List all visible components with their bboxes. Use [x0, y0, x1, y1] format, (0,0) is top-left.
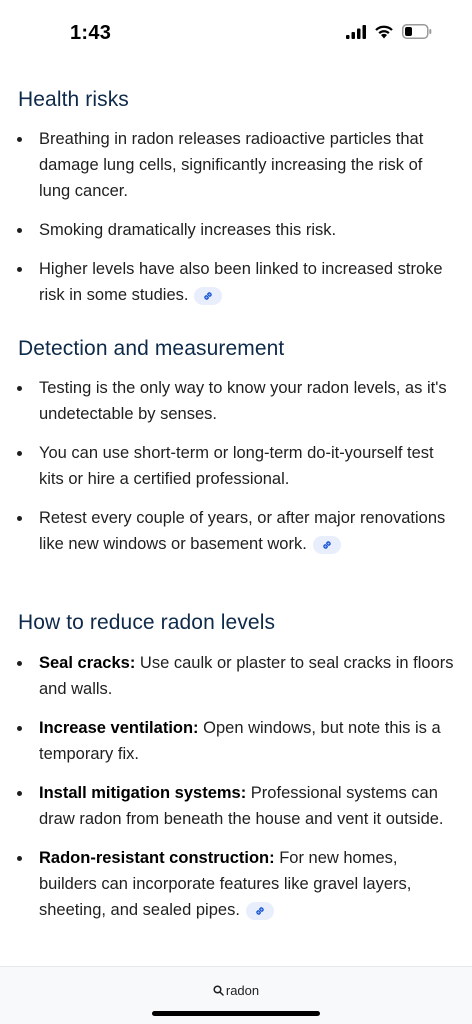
status-time: 1:43	[70, 22, 112, 44]
bullet-list-health-risks	[0, 126, 472, 321]
list-item	[0, 440, 472, 492]
list-item	[0, 845, 472, 923]
list-item	[0, 780, 472, 832]
bullet-list-detection	[0, 375, 472, 570]
search-query-text: radon	[225, 983, 260, 998]
list-item-text: Higher levels have also been linked to increased stroke risk in some studies.	[39, 260, 443, 304]
list-item-term: Increase ventilation:	[39, 719, 199, 737]
wifi-icon	[374, 24, 394, 39]
source-link-chip[interactable]	[246, 902, 274, 920]
list-item	[0, 715, 472, 767]
section-title-detection: Detection and measurement	[18, 337, 285, 360]
list-item-text: For new homes, builders can incorporate features like gravel layers, sheeting, and sealed pipes.	[39, 849, 412, 919]
list-item-text: Smoking dramatically increases this risk.	[39, 221, 337, 239]
source-link-chip[interactable]	[194, 287, 222, 305]
list-item-text: Professional systems can draw radon from beneath the house and vent it outside.	[39, 784, 444, 828]
section-title-reduce-radon: How to reduce radon levels	[18, 611, 276, 634]
list-item-text: Use caulk or plaster to seal cracks in floors and walls.	[39, 654, 454, 698]
list-item	[0, 256, 472, 308]
link-icon	[254, 905, 266, 917]
list-item-text: Retest every couple of years, or after major renovations like new windows or basement work.	[39, 509, 446, 553]
list-item-text: You can use short-term or long-term do-it-yourself test kits or hire a certified professional.	[39, 444, 434, 488]
list-item-term: Radon-resistant construction:	[39, 849, 275, 867]
bottom-search-bar[interactable]	[0, 966, 472, 1024]
home-indicator[interactable]	[152, 1011, 320, 1016]
list-item	[0, 126, 472, 204]
search-query-chip[interactable]	[0, 983, 472, 998]
list-item-term: Install mitigation systems:	[39, 784, 247, 802]
list-item	[0, 505, 472, 557]
link-icon	[321, 539, 333, 551]
list-item	[0, 375, 472, 427]
section-title-health-risks: Health risks	[18, 88, 129, 111]
source-link-chip[interactable]	[313, 536, 341, 554]
list-item-text: Breathing in radon releases radioactive particles that damage lung cells, significantly increasing the risk of lung cancer.	[39, 130, 424, 200]
status-icons	[346, 24, 432, 39]
list-item	[0, 217, 472, 243]
list-item	[0, 650, 472, 702]
cellular-signal-icon	[346, 25, 366, 39]
status-bar	[0, 0, 472, 70]
bullet-list-reduce-radon	[0, 650, 472, 936]
list-item-text: Open windows, but note this is a temporary fix.	[39, 719, 441, 763]
list-item-term: Seal cracks:	[39, 654, 136, 672]
list-item-text: Testing is the only way to know your radon levels, as it's undetectable by senses.	[39, 379, 447, 423]
battery-icon	[402, 24, 432, 39]
search-icon	[213, 985, 224, 996]
link-icon	[202, 290, 214, 302]
